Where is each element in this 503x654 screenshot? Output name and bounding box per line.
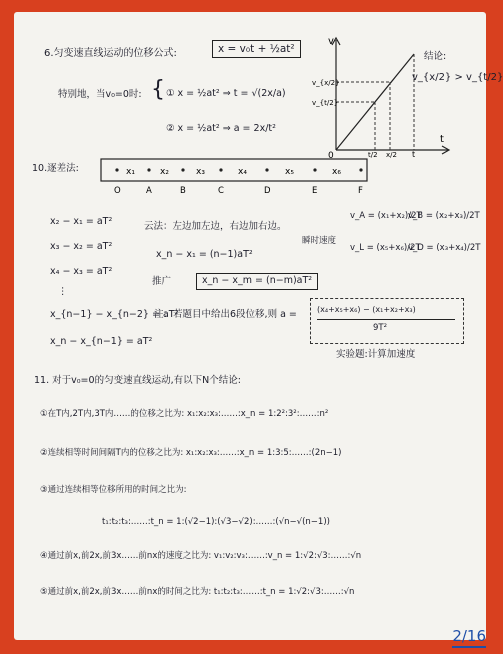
displacement-formula: x = v₀t + ½at² [212,40,301,58]
velocity-L: v_L = (x₅+x₆)/2T [350,243,421,253]
fraction-bar [317,319,455,320]
point-B: B [180,186,186,196]
velocity-A: v_A = (x₁+x₂)/2T [350,211,422,221]
dot-F [359,168,362,171]
x-tick-t: t [412,150,416,159]
point-D: D [264,186,271,196]
general-eq: x_n − x₁ = (n−1)aT² [156,249,253,260]
conclusion-2: ②连续相等时间间隔T内的位移之比为: x₁:x₂:x₃:……:x_n = 1:3:5:……:(2n−1) [40,448,342,458]
diff-eq-n: x_n − x_{n−1} = aT² [50,336,153,347]
diff-eq-3: x₄ − x₃ = aT² [50,266,113,277]
point-A: A [146,186,152,196]
brace: { [151,77,165,102]
conclusion-5: ⑤通过前x,前2x,前3x……前nx的时间之比为: t₁:t₂:t₃:……:t_n = 1:√2:√3:……:√n [40,587,355,597]
dot-B [181,168,184,171]
accel-numerator: (x₄+x₅+x₆) − (x₁+x₂+x₃) [317,305,416,314]
instant-velocity-label: 瞬时速度 [302,236,337,246]
eq-time: ① x = ½at² ⇒ t = √(2x/a) [166,88,286,99]
diff-eq-2: x₃ − x₂ = aT² [50,241,113,252]
point-E: E [312,186,318,196]
eq-acceleration: ② x = ½at² ⇒ a = 2x/t² [166,123,276,134]
special-case-label: 特别地，当v₀=0时: [58,89,142,100]
origin-label: 0 [328,151,334,161]
segment-x3: x₃ [196,167,205,177]
velocity-B: v_B = (x₂+x₃)/2T [408,211,480,221]
segment-x1: x₁ [126,167,135,177]
y-tick-vt2: v_{t/2} [312,99,339,107]
dot-A [147,168,150,171]
dot-C [219,168,222,171]
conclusion-inequality: v_{x/2} > v_{t/2} [412,72,503,83]
dot-E [313,168,316,171]
experiment-note: 实验题:计算加速度 [336,349,416,360]
y-axis-label: v [328,36,334,47]
point-C: C [218,186,224,196]
page-indicator: 2/16 [452,627,486,648]
diff-eq-1: x₂ − x₁ = aT² [50,216,113,227]
section11-title: 11. 对于v₀=0的匀变速直线运动,有以下N个结论: [34,375,241,386]
point-F: F [358,186,363,196]
conclusion-label: 结论: [424,51,447,62]
segment-x5: x₅ [285,167,294,177]
section6-title: 6.匀变速直线运动的位移公式: [44,48,177,59]
x-axis-label: t [440,134,444,145]
x-tick-t2: t/2 [368,151,378,159]
six-segment-note: 注：若题目中给出6段位移,则 a = [154,309,297,320]
mnemonic-note: 云法：左边加左边，右边加右边。 [144,221,287,232]
point-O: O [114,186,121,196]
conclusion-3-ratio: t₁:t₂:t₃:……:t_n = 1:(√2−1):(√3−√2):……:(√n−√(n−1)) [102,517,330,527]
accel-formula-box [310,298,464,344]
segment-x6: x₆ [332,167,341,177]
x-tick-x2: x/2 [386,151,397,159]
segment-x2: x₂ [160,167,169,177]
conclusion-3: ③通过连续相等位移所用的时间之比为: [40,485,187,495]
conclusion-1: ①在T内,2T内,3T内……的位移之比为: x₁:x₂:x₃:……:x_n = 1:2²:3²:……:n² [40,409,329,419]
tape-strip [101,159,367,181]
extend-eq: x_n − x_m = (n−m)aT² [196,273,318,290]
tape-diagram [99,157,374,199]
notebook-page [14,12,503,640]
dot-O [115,168,118,171]
velocity-D: v_D = (x₃+x₄)/2T [408,243,481,253]
section10-title: 10.逐差法: [32,163,79,174]
diff-eq-n-1: x_{n−1} − x_{n−2} = aT² [50,309,179,320]
accel-denominator: 9T² [373,323,388,333]
conclusion-4: ④通过前x,前2x,前3x……前nx的速度之比为: v₁:v₂:v₃:……:v_n = 1:√2:√3:……:√n [40,551,362,561]
y-tick-vx2: v_{x/2} [312,79,340,87]
segment-x4: x₄ [238,167,247,177]
diff-eq-ellipsis: ⋮ [58,286,68,297]
extend-label: 推广 [152,276,172,287]
dot-D [265,168,268,171]
